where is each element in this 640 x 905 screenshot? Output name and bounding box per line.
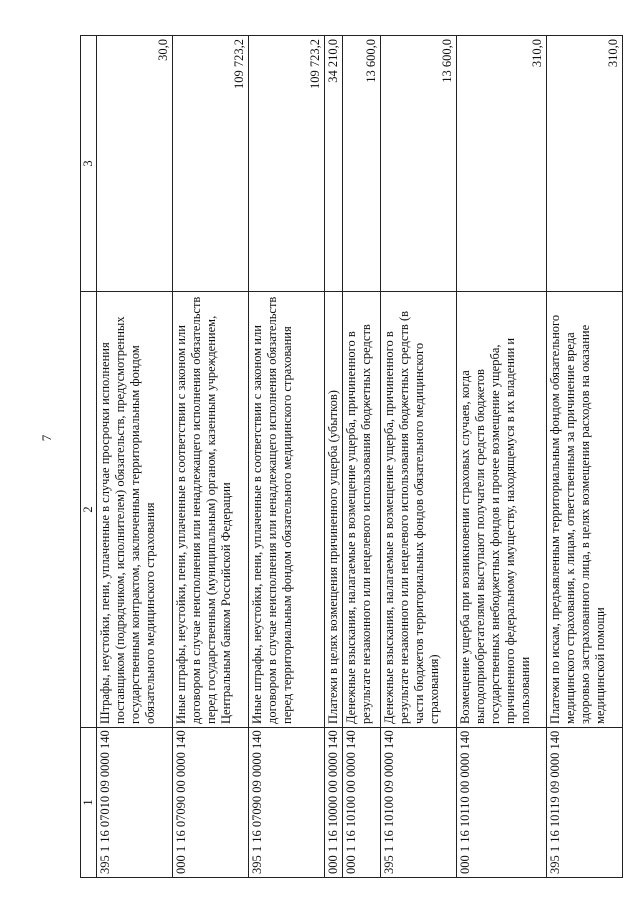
amount-cell: 30,0	[97, 36, 173, 292]
amount-cell: 109 723,2	[249, 36, 325, 292]
table-row	[343, 36, 381, 878]
amount-cell: 109 723,2	[173, 36, 249, 292]
header-col-1: 1	[81, 728, 97, 878]
description-cell: Штрафы, неустойки, пени, уплаченные в случае просрочки исполнения поставщиком (подрядчиком, исполнителем) обязательств, предусмотренных государственным контрактом, заключенным территориальным фондом обязательного медицинского страхования	[97, 292, 173, 728]
table-row	[547, 36, 623, 878]
description-cell: Денежные взыскания, налагаемые в возмещение ущерба, причиненного в результате незаконного или нецелевого использования бюджетных средств	[343, 292, 381, 728]
budget-table	[80, 35, 623, 878]
header-col-3: 3	[81, 36, 97, 292]
table-row	[457, 36, 547, 878]
table-row	[249, 36, 325, 878]
description-cell: Денежные взыскания, налагаемые в возмещение ущерба, причиненного в результате незаконного или нецелевого использования бюджетных средств (в части бюджетов территориальных фондов обязательного медицинского страхования)	[381, 292, 457, 728]
table-row	[97, 36, 173, 878]
page-number: 7	[39, 434, 54, 442]
table-row	[325, 36, 343, 878]
budget-code-cell: 395 1 16 10100 09 0000 140	[381, 728, 457, 878]
budget-code-cell: 395 1 16 10119 09 0000 140	[547, 728, 623, 878]
description-cell: Платежи по искам, предъявленным территориальным фондом обязательного медицинского страхования, к лицам, ответственным за причинение вреда здоровью застрахованного лица, в целях возмещения расходов на оказание медицинской помощи	[547, 292, 623, 728]
amount-cell: 34 210,0	[325, 36, 343, 292]
budget-table-wrapper	[80, 36, 620, 878]
description-cell: Иные штрафы, неустойки, пени, уплаченные в соответствии с законом или договором в случае неисполнения или ненадлежащего исполнения обязательств перед государственным (муниципальным) органом, казенным учреждением, Центральным банком Российской Федерации	[173, 292, 249, 728]
budget-code-cell: 000 1 16 07090 00 0000 140	[173, 728, 249, 878]
budget-code-cell: 000 1 16 10000 00 0000 140	[325, 728, 343, 878]
amount-cell: 310,0	[547, 36, 623, 292]
amount-cell: 13 600,0	[343, 36, 381, 292]
budget-code-cell: 000 1 16 10110 00 0000 140	[457, 728, 547, 878]
table-row	[173, 36, 249, 878]
table-row	[381, 36, 457, 878]
budget-code-cell: 395 1 16 07010 09 0000 140	[97, 728, 173, 878]
description-cell: Платежи в целях возмещения причиненного ущерба (убытков)	[325, 292, 343, 728]
amount-cell: 310,0	[457, 36, 547, 292]
budget-code-cell: 000 1 16 10100 00 0000 140	[343, 728, 381, 878]
header-col-2: 2	[81, 292, 97, 728]
budget-code-cell: 395 1 16 07090 09 0000 140	[249, 728, 325, 878]
amount-cell: 13 600,0	[381, 36, 457, 292]
description-cell: Возмещение ущерба при возникновении страховых случаев, когда выгодоприобретателями выступают получатели средств бюджетов государственных внебюджетных фондов и прочее возмещение ущерба, причиненного федеральному имуществу, находящемуся в их владении и пользовании	[457, 292, 547, 728]
header-row	[81, 36, 97, 878]
description-cell: Иные штрафы, неустойки, пени, уплаченные в соответствии с законом или договором в случае неисполнения или ненадлежащего исполнения обязательств перед территориальным фондом обязательного медицинского страхования	[249, 292, 325, 728]
